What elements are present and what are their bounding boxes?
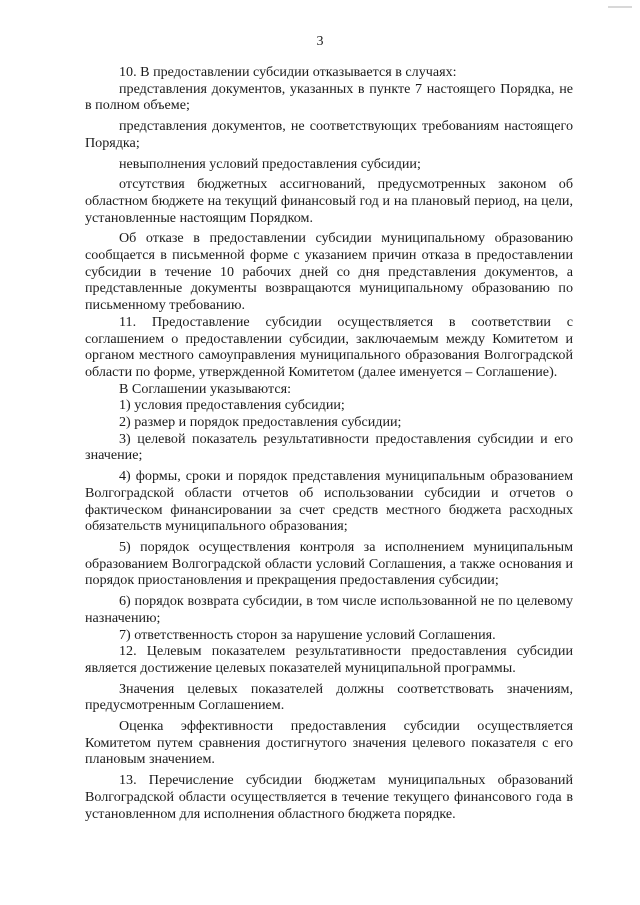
scan-artifact bbox=[608, 6, 632, 8]
paragraph-refusal-reason-no-funds: отсутствия бюджетных ассигнований, предусмотренных законом об областном бюджете на текущий финансовый год и на плановый период, на цели, установленные настоящим Порядком. bbox=[85, 176, 573, 226]
paragraph-target-values: Значения целевых показателей должны соответствовать значениям, предусмотренным Соглашением. bbox=[85, 680, 573, 714]
paragraph-refusal-notice: Об отказе в предоставлении субсидии муниципальному образованию сообщается в письменной форме с указанием причин отказа в предоставлении субсидии в течение 10 рабочих дней со дня представления документов, а представленные документы возвращаются муниципальному образованию по письменному требованию. bbox=[85, 230, 573, 314]
paragraph-efficiency-assessment: Оценка эффективности предоставления субсидии осуществляется Комитетом путем сравнения достигнутого значения целевого показателя с его плановым значением. bbox=[85, 718, 573, 768]
paragraph-item-10-heading: 10. В предоставлении субсидии отказывается в случаях: bbox=[119, 64, 457, 80]
page-number: 3 bbox=[316, 34, 324, 49]
list-item-agreement-7: 7) ответственность сторон за нарушение условий Соглашения. bbox=[119, 626, 496, 643]
paragraph-refusal-reason-nonconforming: представления документов, не соответствующих требованиям настоящего Порядка; bbox=[85, 118, 573, 151]
list-item-agreement-2: 2) размер и порядок предоставления субсидии; bbox=[119, 414, 402, 431]
list-item-agreement-4: 4) формы, сроки и порядок представления муниципальным образованием Волгоградской области отчетов об использовании субсидии и отчетов о фактическом финансировании за счет средств местного бюджета расходных обязательств муниципального образования; bbox=[85, 468, 573, 535]
paragraph-item-13: 13. Перечисление субсидии бюджетам муниципальных образований Волгоградской области осуществляется в течение текущего финансового года в установленном для исполнения областного бюджета порядке. bbox=[85, 772, 573, 822]
list-item-agreement-5: 5) порядок осуществления контроля за исполнением муниципальным образованием Волгоградской области условий Соглашения, а также основания и порядок приостановления и прекращения предоставления субсидии; bbox=[85, 538, 573, 589]
list-item-agreement-3: 3) целевой показатель результативности предоставления субсидии и его значение; bbox=[85, 430, 573, 464]
document-body bbox=[85, 64, 573, 822]
paragraph-refusal-reason-incomplete: представления документов, указанных в пункте 7 настоящего Порядка, не в полном объеме; bbox=[85, 80, 573, 114]
paragraph-item-11: 11. Предоставление субсидии осуществляется в соответствии с соглашением о предоставлении субсидии, заключаемым между Комитетом и органом местного самоуправления муниципального образования Волгоградской области по форме, утвержденной Комитетом (далее именуется – Соглашение). bbox=[85, 313, 573, 380]
list-item-agreement-6: 6) порядок возврата субсидии, в том числе использованной не по целевому назначению; bbox=[85, 593, 573, 626]
list-item-agreement-1: 1) условия предоставления субсидии; bbox=[119, 397, 345, 414]
paragraph-item-12: 12. Целевым показателем результативности предоставления субсидии является достижение целевых показателей муниципальной программы. bbox=[85, 643, 573, 676]
paragraph-refusal-reason-conditions: невыполнения условий предоставления субсидии; bbox=[119, 155, 421, 172]
paragraph-agreement-contents-heading: В Соглашении указываются: bbox=[119, 380, 292, 397]
